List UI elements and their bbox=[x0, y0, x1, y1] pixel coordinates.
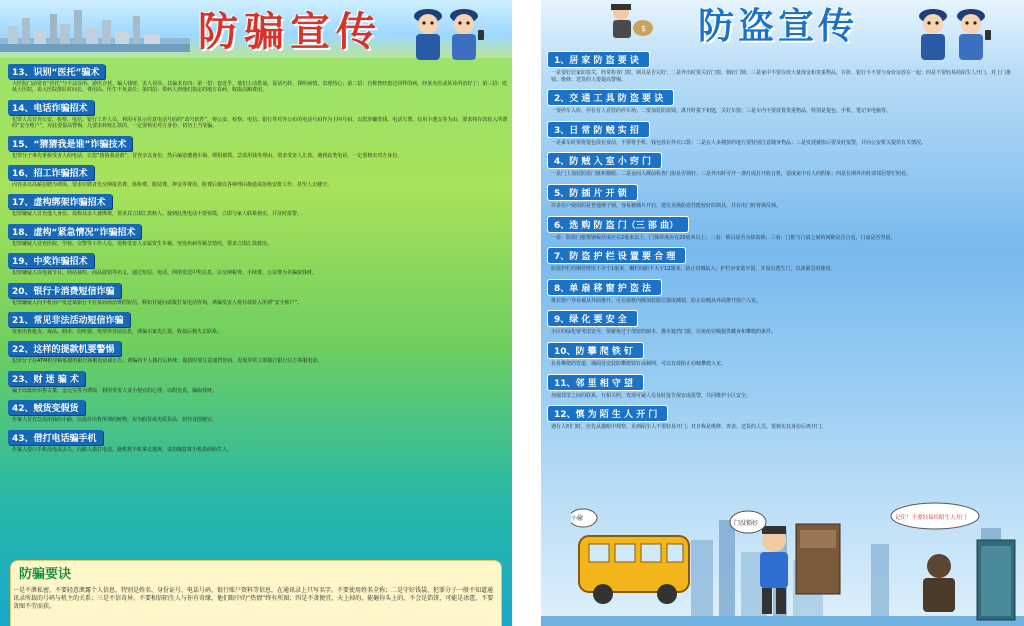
section-heading: 22、这样的提款机要警惕 bbox=[8, 341, 121, 356]
city-skyline-image bbox=[0, 8, 190, 52]
anti-fraud-tips-box bbox=[10, 560, 502, 626]
theft-section bbox=[547, 276, 1015, 305]
fraud-section bbox=[8, 367, 508, 394]
section-heading: 16、招工诈骗招术 bbox=[8, 165, 94, 180]
fraud-section bbox=[8, 249, 508, 276]
stranger-door-illustration bbox=[881, 500, 1021, 626]
section-text: 犯罪人员冒充公安、检察、电信、银行工作人员，利用可显示任意电话号码的“改号软件”，将公安、检察、电信、银行等对外公布的电话号码作为主叫号码，以您涉嫌洗钱、电话欠费、信用卡透支等为由，要求将存款转入所谓的“安全账户”，对此要提高警惕，凡要求转账汇款的，一定要核实对方身份，切勿上当受骗。 bbox=[12, 116, 508, 130]
section-text: 一是要好居家防盗关，经常检查门窗、锁具是否完好；二是外出时要关好门窗，锁好门锁；三是家中不要存放大量现金和贵重物品，存折、银行卡不要与身份证放在一起；四是不要轻易给陌生人开门，对上门推销、维修、送货的人要提高警惕。 bbox=[551, 70, 1012, 83]
section-text: 大医院门前常有“医托”与不法诊所、游医合伙，骗人钱财，害人误诊。其骗术有四：第一招：套近乎，他们主动搭讪，说话巧妙，探听病情，表现热心；第二招：自称曾经患过同样的病，经某名医或某诊所治好了；第三招：贬低大医院，说大医院排队时间长、费用高、医生不负责任；第四招：带病人到他们指定的地方看病，收取高额费用。 bbox=[12, 81, 508, 94]
anti-theft-poster bbox=[541, 0, 1024, 626]
fraud-section bbox=[8, 426, 508, 453]
section-heading: 18、虚构“紧急情况”诈骗招术 bbox=[8, 224, 141, 239]
police-officers-illustration bbox=[400, 0, 496, 64]
section-text: 推拉窗户容易被从外面推开，可在窗框内侧加装限位器或插销，防止窃贼从外面推开窗户入室。 bbox=[551, 297, 762, 304]
bubble-door-text: 门没锁好 bbox=[734, 520, 759, 527]
fraud-section bbox=[8, 132, 508, 159]
section-heading: 6、选 购 防 盗 门（三 部 曲） bbox=[547, 216, 689, 233]
section-text: 一是乘车时要将提包放在身前，不要将手机、钱包放在外衣口袋；二是在人多拥挤的地方要特别注意随身物品；三是发现被盗后要及时报警，并向公安机关提供有关情况。 bbox=[551, 139, 927, 146]
tips-text: 一是不泄私密，不要轻意泄露个人信息，特别是姓名、身份证号、电话号码、银行账户资料等信息，在通讯录上只写名字，不要使用姓名全称；二是守好钱袋，犯罪分子一般不知道通讯录所载的号码与机主的关系；三是不信奇异，不要相信陌生人与你有奇缘，他们眼中的“热情”终有所图；四是不贪便宜，天上掉的，能砸你头上的，不会是馅饼，可能是冰雹，不要贪图不劳而获。 bbox=[13, 587, 494, 610]
section-text: 发布出售枪支、毒品、假币、窃听器、发票等非法信息，诱骗买家先汇款，收款后便失去联系。 bbox=[12, 329, 223, 336]
section-text: 犯罪嫌疑人冒充医院、学校、交警等工作人员，谎称受害人亲属发生车祸、突发疾病等紧急情况，要求立即汇款救治。 bbox=[12, 240, 273, 247]
section-heading: 17、虚构绑架诈骗招术 bbox=[8, 194, 112, 209]
theft-section bbox=[547, 48, 1015, 83]
theft-section bbox=[547, 371, 1015, 400]
section-heading: 12、慎 为 陌 生 人 开 门 bbox=[547, 405, 668, 422]
section-heading: 19、中奖诈骗招术 bbox=[8, 253, 94, 268]
section-heading: 14、电话诈骗招术 bbox=[8, 100, 94, 115]
theft-section bbox=[547, 118, 1015, 147]
theft-section bbox=[547, 181, 1015, 210]
tips-title: 防骗要诀 bbox=[19, 567, 72, 582]
section-heading: 9、绿 化 要 安 全 bbox=[547, 310, 638, 327]
section-text: 一看：防盗门框架钢板厚度应在2毫米以上，门体厚度应在20毫米以上；二看：锁具是否为防盗锁；三看：门框与门扇之间的间隙是否合适，门扇是否坚固。 bbox=[551, 234, 896, 241]
section-heading: 3、日 常 防 贼 实 招 bbox=[547, 121, 650, 138]
fraud-section bbox=[8, 337, 508, 364]
fraud-section bbox=[8, 308, 508, 335]
poster-title: 防盗宣传 bbox=[698, 5, 859, 47]
section-text: 许多住户使用的是普通弹子锁，容易被插片开启，建议更换防盗性能较好的锁具，并在出门时将锁反锁。 bbox=[551, 202, 782, 209]
fraud-section bbox=[8, 396, 508, 423]
bubble-thief-text: 小偷 bbox=[571, 515, 584, 522]
poster-title: 防骗宣传 bbox=[198, 8, 382, 55]
section-heading: 42、贼货变假货 bbox=[8, 400, 85, 415]
section-heading: 8、单 扇 移 窗 护 盗 法 bbox=[547, 279, 662, 296]
section-heading: 11、邻 里 相 守 望 bbox=[547, 374, 644, 391]
section-text: 防盗护栏的钢管壁厚不少于1毫米，栅栏间距不大于12厘米，防止窃贼钻入；护栏应安装牢固，并设有逃生门，以备紧急时使用。 bbox=[551, 266, 836, 273]
burglar-room-illustration bbox=[726, 500, 856, 626]
fraud-section bbox=[8, 60, 508, 94]
fraud-section bbox=[8, 161, 508, 188]
section-text: 犯罪嫌疑人向手机用户发送某银行卡在某商场消费的短信，称如有疑问请拨打某电话咨询，诱骗受害人将存款转入所谓“安全账户”。 bbox=[12, 299, 303, 306]
section-text: 犯罪嫌疑人以电视节目、网站抽奖、商品促销等名义，通过短信、电话、网络发送中奖信息，以交纳税费、手续费、公证费为名骗取钱财。 bbox=[12, 270, 318, 277]
section-heading: 43、借打电话骗手机 bbox=[8, 430, 103, 445]
section-text: 犯罪嫌疑人冒充他人身份，谎称其亲人被绑架，要求其立即汇款赎人。接到此类电话不要惊慌，立即与家人联系核实，并及时报警。 bbox=[12, 211, 303, 218]
theft-section bbox=[547, 213, 1015, 242]
svg-text:$: $ bbox=[641, 24, 647, 33]
section-heading: 10、防 攀 爬 铁 钉 bbox=[547, 342, 644, 359]
theft-sections-list bbox=[547, 48, 1015, 516]
section-text: 犯罪分子事先掌握受害人的电话，让您“猜猜我是谁”，冒充亲友身份，然后编造遭遇车祸、嫖娼被抓、急需用钱等理由，要求受害人汇款。遇到此类电话，一定要核实对方身份。 bbox=[12, 152, 403, 159]
section-text: 犯罪分子在ATM机旁粘贴假的银行客服电话或公告，诱骗持卡人拨打后转账；提款时要注意遮挡密码，发现异常立即拨打银行官方客服电话。 bbox=[12, 358, 323, 365]
theft-section bbox=[547, 307, 1015, 336]
fraud-section bbox=[8, 190, 508, 217]
section-text: 一要停车入库，停在有人看管的停车场；二要加装防盗锁，离开时拔下钥匙，关好车窗；三是车内不要放置贵重物品，特别是提包、手机、笔记本电脑等。 bbox=[551, 108, 892, 115]
theft-section bbox=[547, 149, 1015, 178]
section-text: 加强邻里之间的联系，互相关照，发现可疑人员及时报告保安或报警，共同维护小区安全。 bbox=[551, 392, 752, 399]
section-heading: 2、交 通 工 具 防 盗 要 诀 bbox=[547, 89, 674, 106]
section-heading: 15、“猜猜我是谁”诈骗技术 bbox=[8, 136, 132, 151]
section-heading: 4、防 贼 入 室 小 窍 门 bbox=[547, 152, 662, 169]
theft-section bbox=[547, 339, 1015, 368]
section-heading: 5、防 插 片 开 锁 bbox=[547, 184, 638, 201]
section-heading: 20、银行卡消费短信诈骗 bbox=[8, 283, 121, 298]
section-text: 在易攀爬的管道、墙面处安装防攀爬铁钉或刺网，可以有效阻止窃贼攀爬入室。 bbox=[551, 360, 727, 367]
theft-section bbox=[547, 244, 1015, 273]
fraud-section bbox=[8, 279, 508, 306]
section-text: 小区的绿化要考虑安全，要避免过于茂密的树木、灌木遮挡门窗，以免给窃贼提供藏身和攀爬的条件。 bbox=[551, 329, 777, 336]
section-heading: 1、居 家 防 盗 要 诀 bbox=[547, 51, 650, 68]
bubble-stranger-text: 记住！不要轻易给陌生人开门 bbox=[895, 515, 967, 521]
section-heading: 23、财 迷 骗 术 bbox=[8, 371, 85, 386]
section-text: 遇有人叫门时，应先从猫眼中观察，见到陌生人不要轻易开门；对自称是维修、查表、送货的人员，要核实其身份后再开门。 bbox=[551, 424, 827, 431]
theft-section bbox=[547, 86, 1015, 115]
section-text: 一是门上加装防盗门链和猫眼；二是夜间入睡前检查门窗是否锁好；三是外出时可开一盏灯或打开收音机，造成家中有人的假象；四是长期外出时请邻居帮忙照看。 bbox=[551, 171, 912, 178]
section-text: 内容多以高薪招聘为诱饵，要求应聘者先交纳报名费、体检费、服装费、押金等费用，收费后便以各种理由拖延或拒绝安排工作，甚至人去楼空。 bbox=[12, 182, 333, 189]
section-text: 作案人冒充急需用钱的小偷，以低价出售所谓的赃物，实为假货或劣质货品，切勿贪图便宜。 bbox=[12, 417, 218, 424]
theft-section bbox=[547, 402, 1015, 431]
fraud-section bbox=[8, 96, 508, 130]
poster-gap bbox=[512, 0, 541, 626]
section-heading: 13、识别“医托”骗术 bbox=[8, 64, 105, 79]
section-heading: 7、防 盗 护 栏 设 置 要 合 理 bbox=[547, 247, 686, 264]
section-text: 骗子以低价出售古董、金元宝等为诱饵，利用受害人贪小便宜的心理，以假充真，骗取钱财。 bbox=[12, 387, 218, 394]
bus-illustration bbox=[571, 500, 711, 626]
fraud-sections-list bbox=[8, 60, 508, 455]
section-heading: 21、常见非法活动短信诈骗 bbox=[8, 312, 130, 327]
thief-icon bbox=[601, 0, 657, 40]
section-text: 作案人借口手机没电或丢失，向路人借打电话，趁机将手机拿走逃离，请勿随意将手机借给陌生人。 bbox=[12, 446, 233, 453]
fraud-section bbox=[8, 220, 508, 247]
